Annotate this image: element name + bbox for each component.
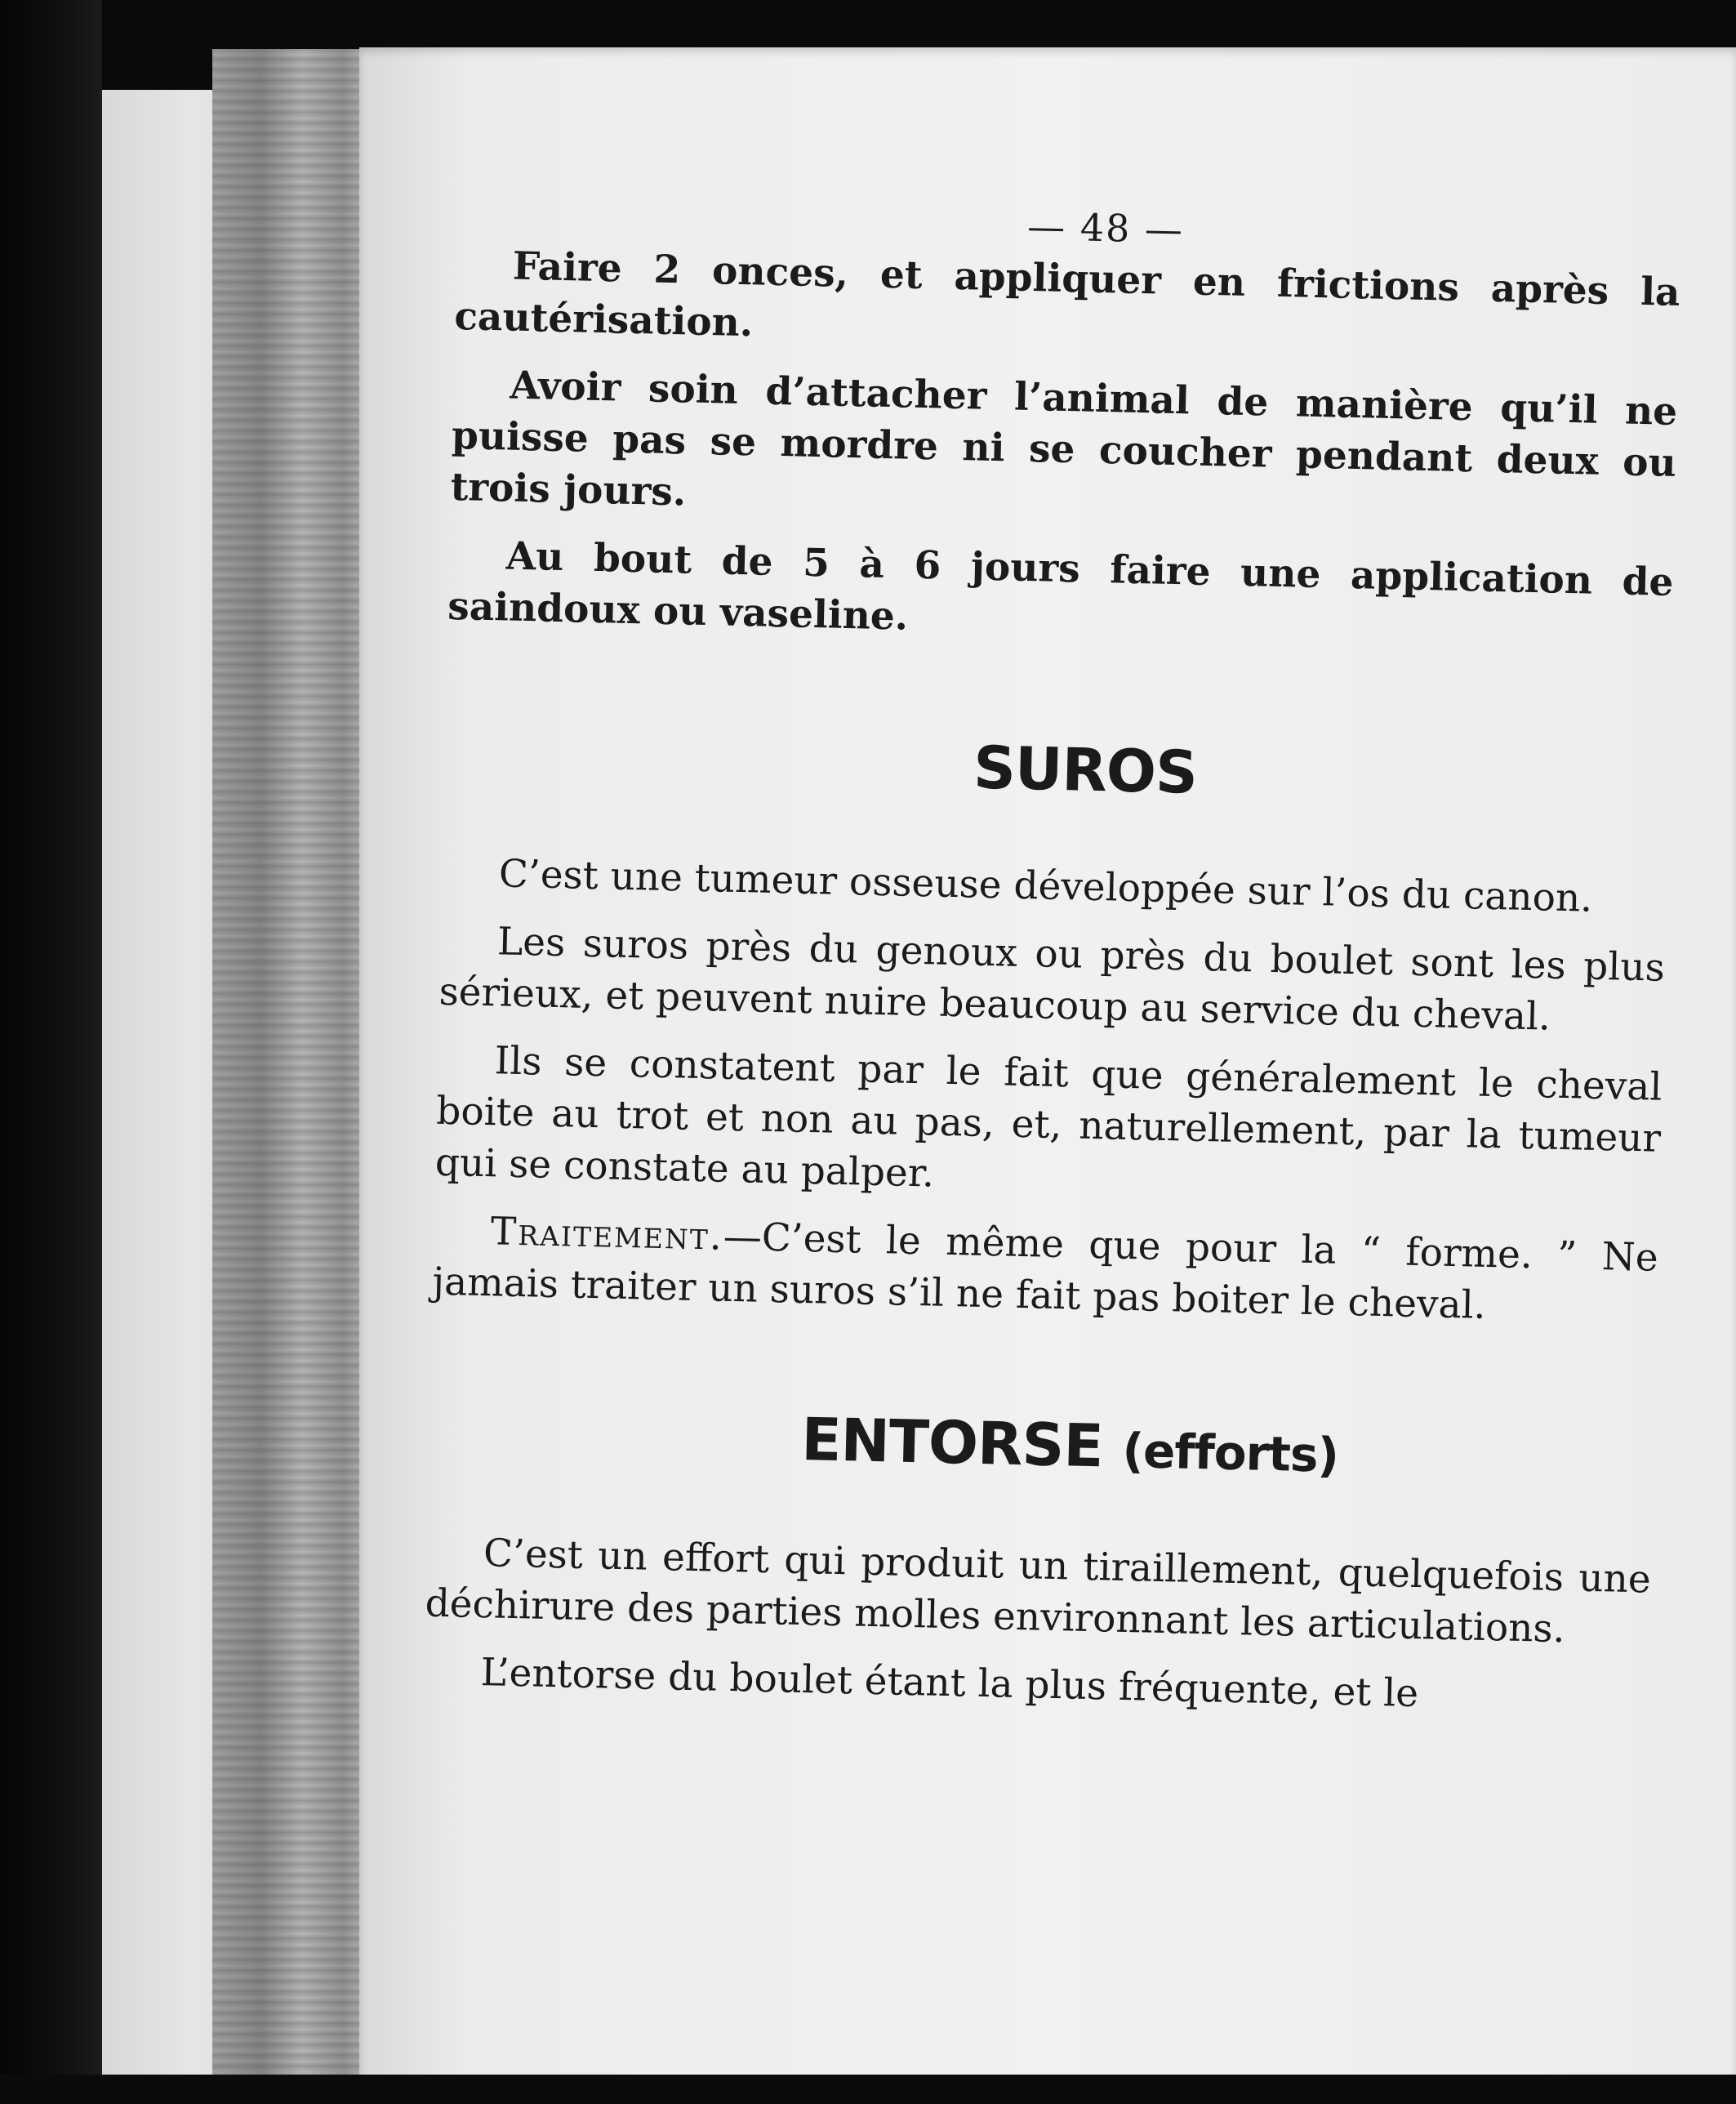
scan-bottom-margin — [0, 2075, 1736, 2104]
book-gutter — [212, 49, 376, 2075]
suros-paragraph-2: Les suros près du genoux ou près du boulet sont les plus sérieux, et peuvent nuire beaucoup au service du cheval. — [438, 919, 1666, 1040]
scan-left-margin — [0, 0, 102, 2104]
entorse-paragraph-1: C’est un effort qui produit un tiraillement, quelquefois une déchirure des parties molles environnant les articulations. — [425, 1531, 1652, 1652]
suros-paragraph-3: Ils se constatent par le fait que généralement le cheval boite au trot et non au pas, et, naturellement, par la tumeur qui se constate au palper. — [434, 1038, 1663, 1197]
section-title-suros: SUROS — [973, 733, 1198, 807]
section-heading-suros — [444, 730, 1670, 809]
page-text — [423, 188, 1682, 1741]
intro-paragraph-1: Faire 2 onces, et appliquer en frictions après la cautérisation. — [453, 243, 1681, 346]
page-number: — 48 — — [1026, 203, 1185, 252]
section-heading-entorse — [429, 1406, 1654, 1489]
section-subtitle-entorse: (efforts) — [1121, 1422, 1339, 1483]
suros-treatment-paragraph — [432, 1205, 1658, 1335]
suros-paragraph-1: C’est une tumeur osseuse développée sur l’os du canon. — [498, 851, 1593, 921]
section-title-entorse: ENTORSE — [800, 1404, 1104, 1481]
treatment-text: —C’est le même que pour la “ forme. ” Ne jamais traiter un suros s’il ne fait pas boiter le cheval. — [431, 1214, 1659, 1328]
treatment-label: Traitement. — [490, 1209, 724, 1259]
intro-paragraph-3: Au bout de 5 à 6 jours faire une application de saindoux ou vaseline. — [447, 533, 1675, 640]
entorse-paragraph-2: L’entorse du boulet étant la plus fréquente, et le — [480, 1650, 1419, 1717]
intro-paragraph-2: Avoir soin d’attacher l’animal de manière qu’il ne puisse pas se mordre ni se coucher pendant deux ou trois jours. — [450, 363, 1678, 515]
